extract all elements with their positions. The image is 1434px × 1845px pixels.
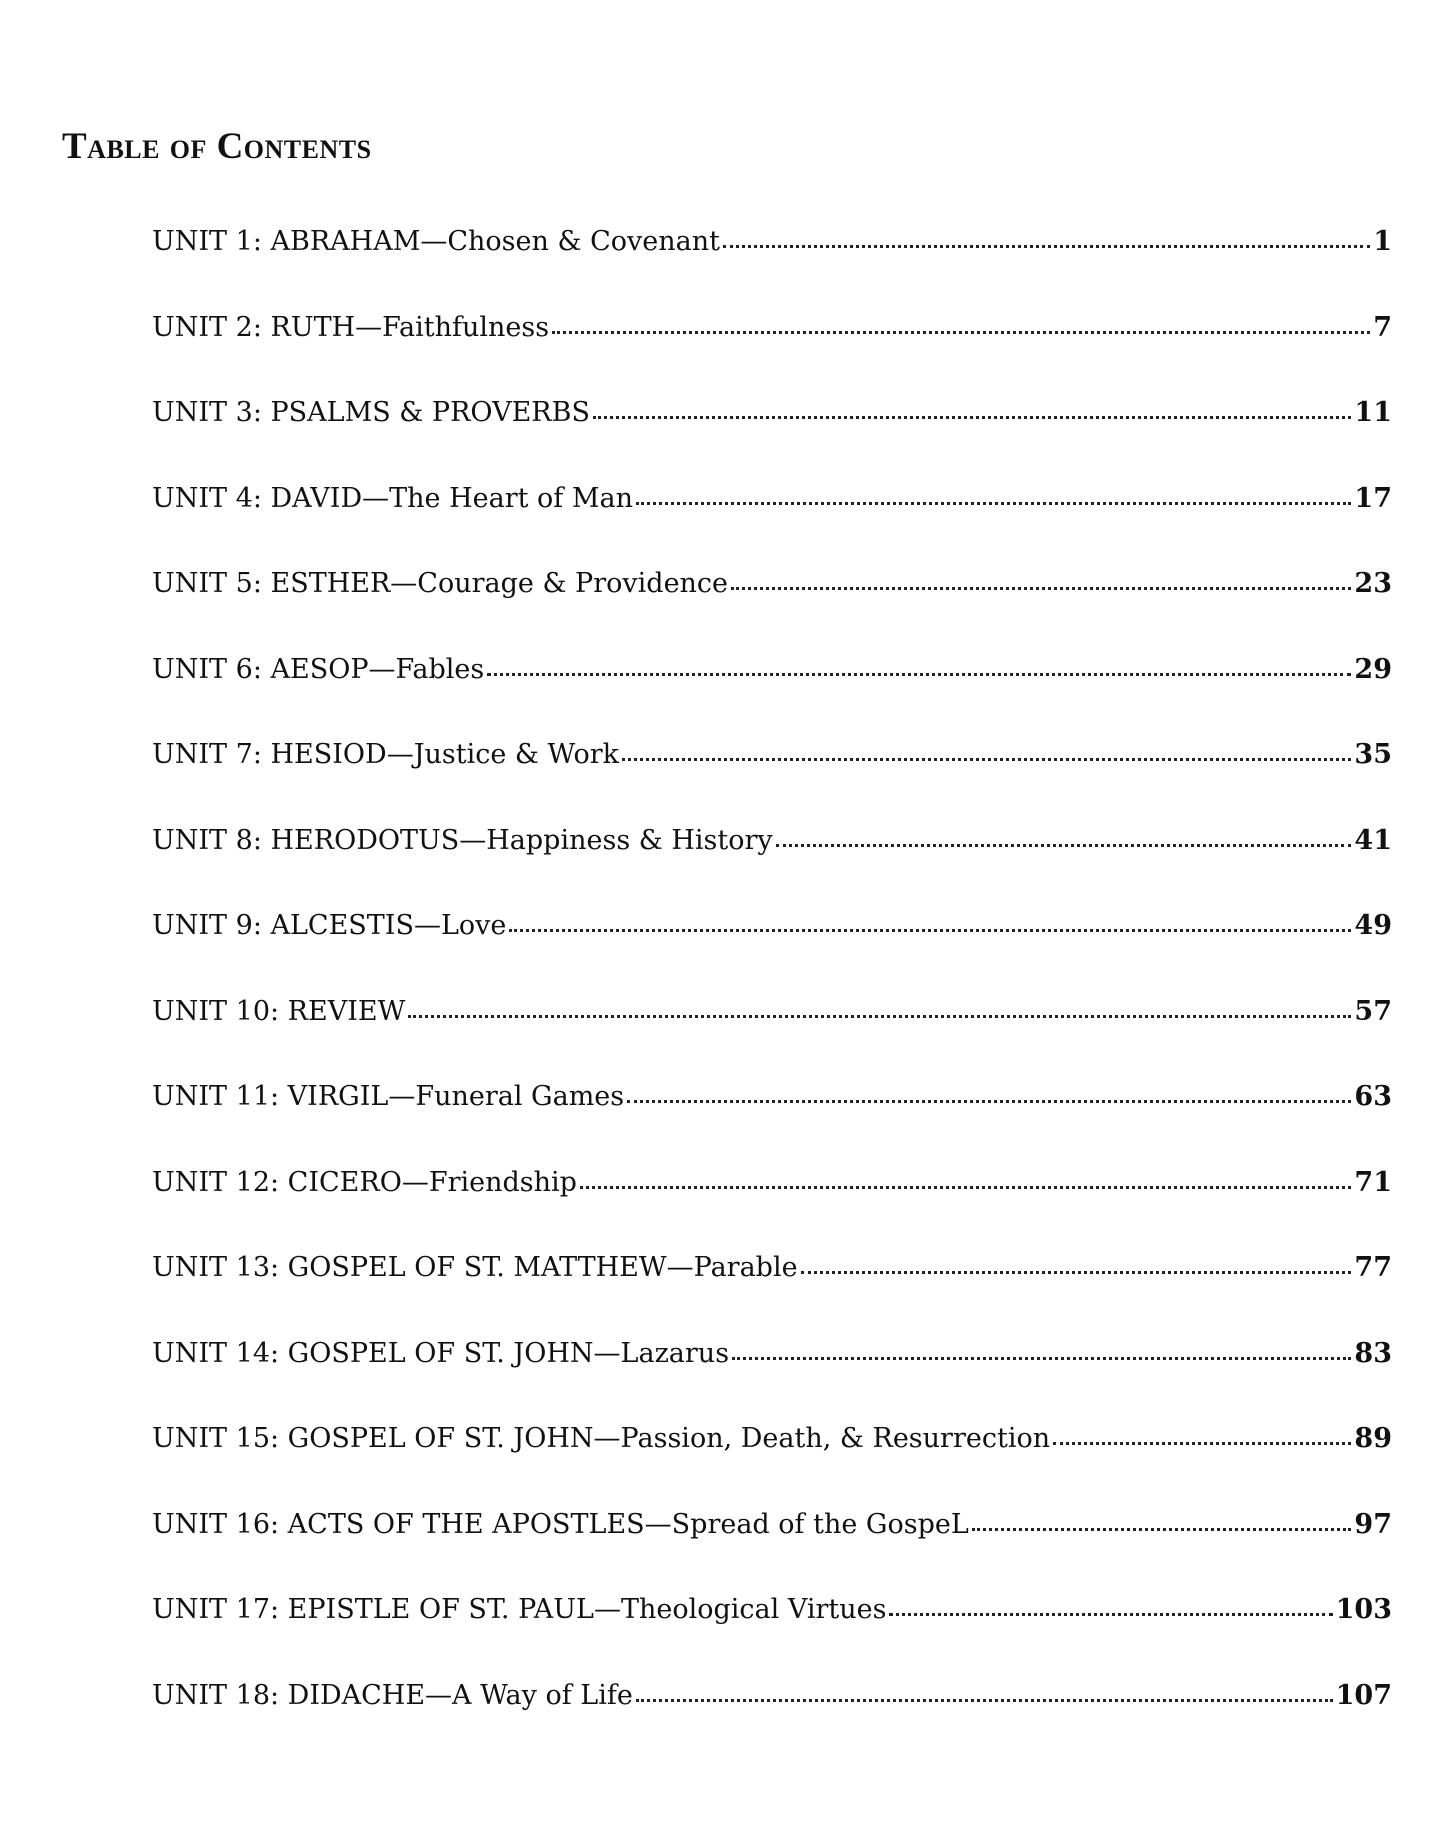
toc-entry-label: UNIT 10: REVIEW xyxy=(152,995,406,1027)
toc-page-number: 11 xyxy=(1354,397,1392,428)
toc-page-number: 77 xyxy=(1354,1252,1392,1283)
toc-entry-label: UNIT 11: VIRGIL—Funeral Games xyxy=(152,1081,625,1112)
toc-entry-label: UNIT 6: AESOP—Fables xyxy=(152,653,485,685)
dot-leader xyxy=(889,1612,1332,1616)
toc-entry[interactable] xyxy=(152,1415,1392,1501)
toc-entry[interactable] xyxy=(152,389,1392,475)
dot-leader xyxy=(732,1356,1351,1360)
toc-entry[interactable] xyxy=(152,1244,1392,1330)
toc-page-number: 41 xyxy=(1354,824,1392,856)
dot-leader xyxy=(636,1698,1333,1702)
toc-entry-label: UNIT 15: GOSPEL OF ST. JOHN—Passion, Death, & Resurrection xyxy=(152,1423,1051,1454)
toc-page-number: 29 xyxy=(1354,653,1392,685)
toc-entry[interactable] xyxy=(152,1330,1392,1416)
toc-entry[interactable] xyxy=(152,1159,1392,1245)
dot-leader xyxy=(580,1185,1352,1189)
toc-entry-label: UNIT 13: GOSPEL OF ST. MATTHEW—Parable xyxy=(152,1252,798,1283)
toc-entry[interactable] xyxy=(152,475,1392,561)
toc-entry-label: UNIT 9: ALCESTIS—Love xyxy=(152,910,507,941)
dot-leader xyxy=(552,330,1370,334)
toc-entry[interactable] xyxy=(152,560,1392,646)
toc-entry[interactable] xyxy=(152,1672,1392,1758)
toc-page-number: 97 xyxy=(1354,1508,1392,1540)
toc-page-number: 49 xyxy=(1354,910,1392,941)
dot-leader xyxy=(487,672,1351,676)
dot-leader xyxy=(509,928,1351,932)
dot-leader xyxy=(622,757,1351,761)
dot-leader xyxy=(731,586,1351,590)
toc-entry-label: UNIT 1: ABRAHAM—Chosen & Covenant xyxy=(152,226,720,257)
dot-leader xyxy=(636,501,1351,505)
toc-page-number: 7 xyxy=(1373,311,1392,343)
toc-entry-label: UNIT 8: HERODOTUS—Happiness & History xyxy=(152,824,773,856)
toc-page-number: 63 xyxy=(1354,1081,1392,1112)
dot-leader xyxy=(972,1527,1352,1531)
toc-page-number: 107 xyxy=(1335,1679,1392,1711)
toc-entry[interactable] xyxy=(152,731,1392,817)
toc-page-number: 35 xyxy=(1354,739,1392,770)
toc-entry-label: UNIT 2: RUTH—Faithfulness xyxy=(152,311,550,343)
dot-leader xyxy=(723,244,1370,248)
toc-page-number: 17 xyxy=(1354,482,1392,514)
dot-leader xyxy=(627,1099,1351,1103)
toc-entry-label: UNIT 12: CICERO—Friendship xyxy=(152,1166,577,1198)
toc-entry-label: UNIT 17: EPISTLE OF ST. PAUL—Theological Virtues xyxy=(152,1594,887,1625)
toc-page-number: 71 xyxy=(1354,1166,1392,1198)
toc-entry[interactable] xyxy=(152,646,1392,732)
toc-entry-label: UNIT 4: DAVID—The Heart of Man xyxy=(152,482,633,514)
toc-page-number: 103 xyxy=(1335,1594,1392,1625)
toc-entry-label: UNIT 18: DIDACHE—A Way of Life xyxy=(152,1679,633,1711)
toc-entry[interactable] xyxy=(152,988,1392,1074)
toc-page-number: 23 xyxy=(1354,568,1392,599)
toc-entry-label: UNIT 16: ACTS OF THE APOSTLES—Spread of the GospeL xyxy=(152,1508,969,1540)
toc-list xyxy=(152,218,1392,1757)
toc-page-number: 1 xyxy=(1373,226,1392,257)
toc-entry[interactable] xyxy=(152,218,1392,304)
toc-entry[interactable] xyxy=(152,902,1392,988)
toc-entry[interactable] xyxy=(152,1073,1392,1159)
toc-entry-label: UNIT 14: GOSPEL OF ST. JOHN—Lazarus xyxy=(152,1337,730,1369)
dot-leader xyxy=(776,843,1352,847)
dot-leader xyxy=(408,1014,1351,1018)
dot-leader xyxy=(801,1270,1352,1274)
toc-entry-label: UNIT 3: PSALMS & PROVERBS xyxy=(152,397,590,428)
toc-entry-label: UNIT 7: HESIOD—Justice & Work xyxy=(152,739,619,770)
toc-page-number: 89 xyxy=(1354,1423,1392,1454)
toc-entry[interactable] xyxy=(152,304,1392,390)
page-title: Table of Contents xyxy=(62,126,372,167)
dot-leader xyxy=(1053,1441,1351,1445)
toc-page-number: 83 xyxy=(1354,1337,1392,1369)
toc-entry[interactable] xyxy=(152,1501,1392,1587)
toc-page-number: 57 xyxy=(1354,995,1392,1027)
toc-entry[interactable] xyxy=(152,1586,1392,1672)
toc-entry-label: UNIT 5: ESTHER—Courage & Providence xyxy=(152,568,729,599)
dot-leader xyxy=(593,415,1351,419)
toc-entry[interactable] xyxy=(152,817,1392,903)
